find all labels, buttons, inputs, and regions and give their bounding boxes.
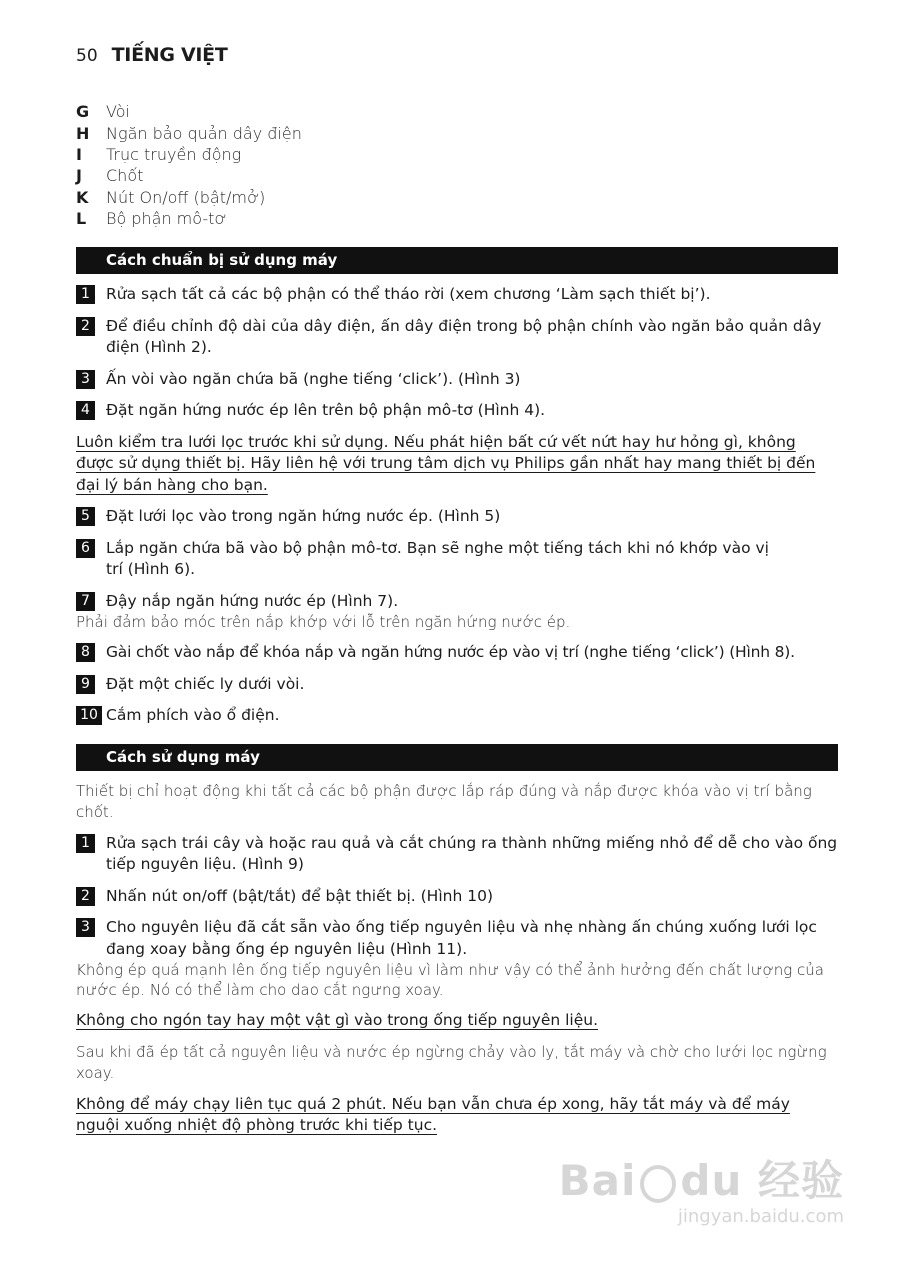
- step-item: [76, 591, 838, 633]
- step-item: [76, 316, 838, 359]
- warning-text-content: Luôn kiểm tra lưới lọc trước khi sử dụng. Nếu phát hiện bất cứ vết nứt hay hư hỏng gì, không được sử dụng thiết bị. Hãy liên hệ với trung tâm dịch vụ Philips gần nhất hay mang thiết bị đến đại lý bán hàng cho bạn.: [76, 432, 816, 494]
- step-item: [76, 400, 838, 422]
- watermark-logo: Bai du 经验: [558, 1156, 844, 1205]
- legend-text: Vòi: [106, 102, 130, 122]
- step-item: [76, 886, 838, 908]
- step-item: [76, 642, 838, 664]
- step-number: 4: [76, 401, 95, 420]
- step-item: [76, 538, 838, 581]
- legend-letter: H: [76, 123, 90, 143]
- warning-text-content: Không để máy chạy liên tục quá 2 phút. Nếu bạn vẫn chưa ép xong, hãy tắt máy và để máy nguội xuống nhiệt độ phòng trước khi tiếp tục.: [76, 1094, 790, 1134]
- legend-text: Trục truyền động: [106, 144, 242, 164]
- step-item: [76, 369, 838, 391]
- step-item: [76, 705, 838, 727]
- warning-text: [76, 1094, 838, 1137]
- step-number: 7: [76, 592, 95, 611]
- step-text: Đặt một chiếc ly dưới vòi.: [106, 674, 305, 693]
- legend-letter: J: [76, 166, 82, 186]
- paragraph: Sau khi đã ép tất cả nguyên liệu và nước ép ngừng chảy vào ly, tắt máy và chờ cho lưới lọc ngừng xoay.: [76, 1042, 827, 1082]
- legend-text: Nút On/off (bật/mở): [106, 187, 266, 207]
- step-number: 10: [76, 706, 102, 725]
- step-text: Ấn vòi vào ngăn chứa bã (nghe tiếng ‘click’). (Hình 3): [106, 369, 521, 388]
- section-heading-prepare: Cách chuẩn bị sử dụng máy: [76, 247, 838, 274]
- main-content: [76, 247, 838, 1137]
- legend-item: [76, 187, 476, 208]
- legend-letter: G: [76, 102, 90, 122]
- page-number: 50: [76, 46, 98, 66]
- paw-icon: [640, 1165, 676, 1203]
- step-number: 6: [76, 539, 95, 558]
- step-number: 2: [76, 317, 95, 336]
- legend-item: [76, 144, 476, 165]
- step-text: Rửa sạch tất cả các bộ phận có thể tháo rời (xem chương ‘Làm sạch thiết bị’).: [106, 285, 711, 303]
- step-number: 1: [76, 834, 95, 853]
- step-text: Gài chốt vào nắp để khóa nắp và ngăn hứng nước ép vào vị trí (nghe tiếng ‘click’) (Hình 8).: [106, 643, 795, 661]
- legend-letter: K: [76, 187, 89, 207]
- page-header: [76, 44, 227, 66]
- baidu-watermark: [559, 1148, 844, 1227]
- step-number: 3: [76, 370, 95, 389]
- step-note: Phải đảm bảo móc trên nắp khớp với lỗ trên ngăn hứng nước ép.: [76, 613, 571, 631]
- step-number: 3: [76, 918, 95, 937]
- step-item: [76, 284, 838, 306]
- step-text: Cho nguyên liệu đã cắt sẵn vào ống tiếp nguyên liệu và nhẹ nhàng ấn chúng xuống lưới lọc đang xoay bằng ống ép nguyên liệu (Hình 11).: [106, 918, 817, 958]
- step-number: 5: [76, 507, 95, 526]
- step-text: Lắp ngăn chứa bã vào bộ phận mô-tơ. Bạn sẽ nghe một tiếng tách khi nó khớp vào vị trí (Hình 6).: [106, 538, 769, 578]
- legend-text: Chốt: [106, 166, 144, 186]
- watermark-url: jingyan.baidu.com: [677, 1206, 844, 1227]
- legend-item: [76, 122, 476, 143]
- step-text: Đặt lưới lọc vào trong ngăn hứng nước ép. (Hình 5): [106, 507, 501, 525]
- step-number: 1: [76, 285, 95, 304]
- page-language-title: TIẾNG VIỆT: [111, 44, 228, 66]
- step-item: [76, 833, 838, 876]
- step-text: Cắm phích vào ổ điện.: [106, 706, 280, 724]
- step-text: Đặt ngăn hứng nước ép lên trên bộ phận mô-tơ (Hình 4).: [106, 401, 546, 419]
- intro-paragraph: Thiết bị chỉ hoạt động khi tất cả các bộ phận được lắp ráp đúng và nắp được khóa vào vị trí bằng chốt.: [76, 781, 812, 821]
- step-item: [76, 917, 838, 1000]
- parts-legend: [76, 101, 476, 229]
- legend-item: [76, 165, 476, 186]
- legend-item: [76, 101, 476, 122]
- step-text: Đậy nắp ngăn hứng nước ép (Hình 7).: [106, 591, 399, 610]
- legend-text: Ngăn bảo quản dây điện: [106, 123, 302, 143]
- step-number: 2: [76, 887, 95, 906]
- step-item: [76, 506, 838, 528]
- legend-item: [76, 208, 476, 229]
- legend-letter: I: [76, 144, 82, 164]
- warning-text: [76, 432, 838, 497]
- step-number: 9: [76, 675, 95, 694]
- step-note: Không ép quá mạnh lên ống tiếp nguyên liệu vì làm như vậy có thể ảnh hưởng đến chất lượng của nước ép. Nó có thể làm cho dao cắt ngưng xoay.: [76, 961, 824, 999]
- legend-text: Bộ phận mô-tơ: [106, 209, 227, 229]
- section-heading-usage: Cách sử dụng máy: [76, 744, 838, 771]
- step-text: Rửa sạch trái cây và hoặc rau quả và cắt chúng ra thành những miếng nhỏ để dễ cho vào ống tiếp nguyên liệu. (Hình 9): [106, 833, 838, 873]
- step-text: Nhấn nút on/off (bật/tắt) để bật thiết bị. (Hình 10): [106, 886, 493, 905]
- warning-text: [76, 1010, 838, 1032]
- step-item: [76, 674, 838, 696]
- step-number: 8: [76, 643, 95, 662]
- legend-letter: L: [76, 209, 87, 229]
- step-text: Để điều chỉnh độ dài của dây điện, ấn dây điện trong bộ phận chính vào ngăn bảo quản dây điện (Hình 2).: [106, 316, 822, 356]
- warning-text-content: Không cho ngón tay hay một vật gì vào trong ống tiếp nguyên liệu.: [76, 1011, 599, 1029]
